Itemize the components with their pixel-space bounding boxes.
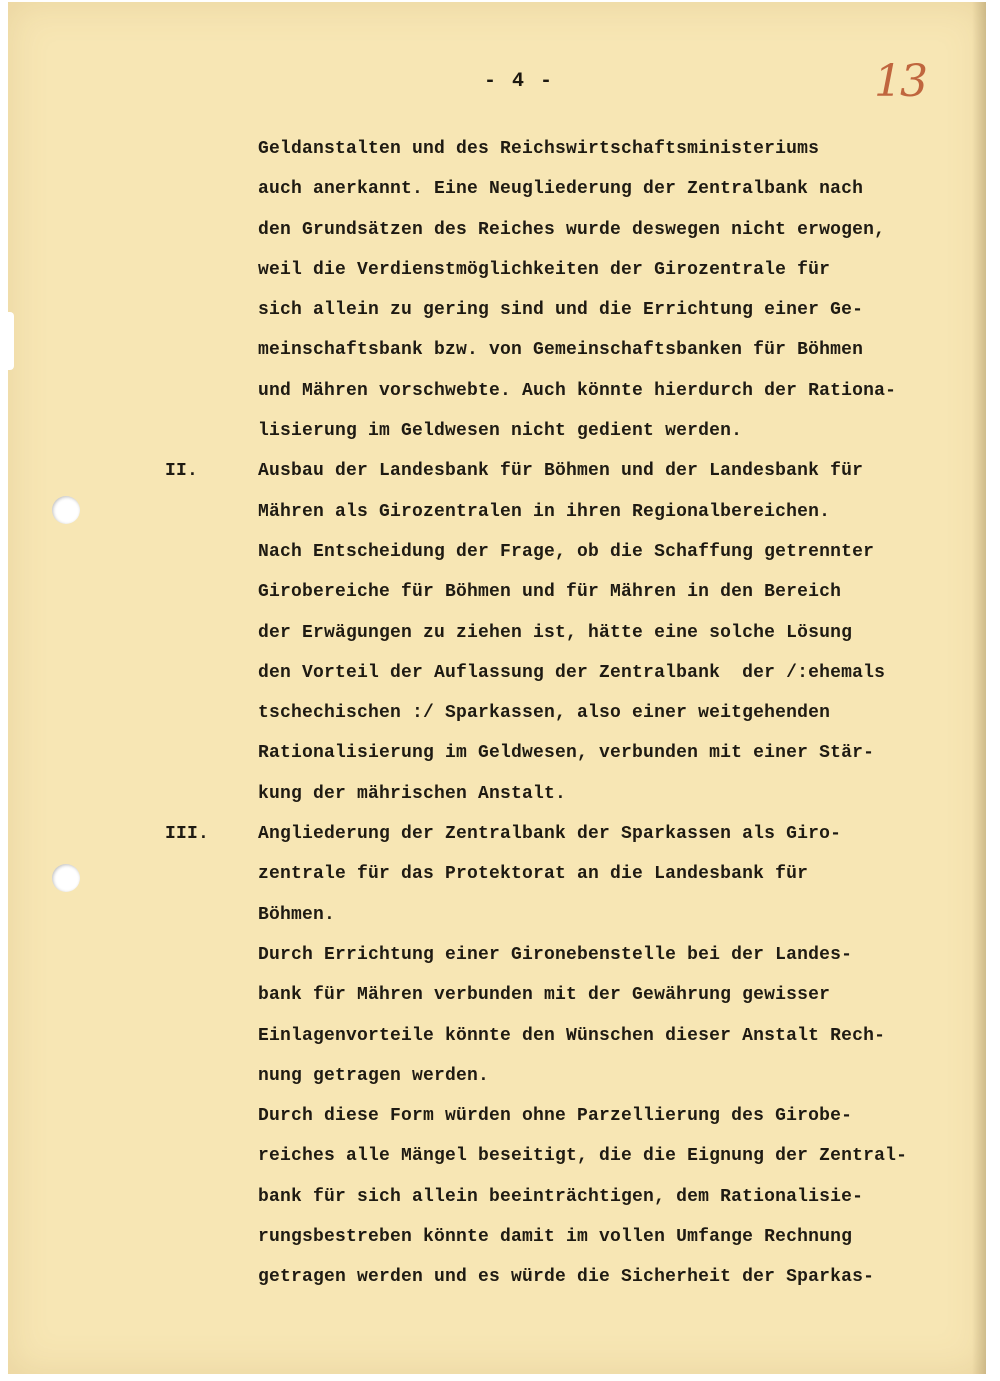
line-text: den Vorteil der Auflassung der Zentralbank der /:ehemals bbox=[258, 662, 886, 683]
page-number: - 4 - bbox=[484, 70, 555, 93]
line-text: Angliederung der Zentralbank der Sparkassen als Giro- bbox=[258, 824, 842, 845]
line-text: Böhmen. bbox=[258, 904, 336, 925]
line-text: Girobereiche für Böhmen und für Mähren in den Bereich bbox=[258, 582, 842, 603]
line-text: Einlagenvorteile könnte den Wünschen dieser Anstalt Rech- bbox=[258, 1025, 886, 1046]
line-text: Ausbau der Landesbank für Böhmen und der Landesbank für bbox=[258, 461, 864, 482]
text-line bbox=[258, 169, 978, 209]
line-text: reiches alle Mängel beseitigt, die die Eignung der Zentral- bbox=[258, 1146, 908, 1167]
line-text: tschechischen :/ Sparkassen, also einer weitgehenden bbox=[258, 703, 831, 724]
line-text: kung der mährischen Anstalt. bbox=[258, 783, 567, 804]
line-text: bank für sich allein beeinträchtigen, dem Rationalisie- bbox=[258, 1186, 864, 1207]
document-page bbox=[8, 2, 986, 1374]
line-text: rungsbestreben könnte damit im vollen Umfange Rechnung bbox=[258, 1227, 853, 1248]
text-line bbox=[258, 250, 978, 290]
text-line bbox=[258, 290, 978, 330]
text-line bbox=[165, 814, 978, 854]
line-text: Durch diese Form würden ohne Parzellierung des Girobe- bbox=[258, 1106, 853, 1127]
text-line bbox=[258, 572, 978, 612]
text-line bbox=[165, 451, 978, 491]
text-line bbox=[258, 693, 978, 733]
text-line bbox=[258, 129, 978, 169]
line-text: Nach Entscheidung der Frage, ob die Schaffung getrennter bbox=[258, 541, 875, 562]
handwritten-folio-number: 13 bbox=[874, 56, 926, 107]
text-line bbox=[258, 895, 978, 935]
section-marker: III. bbox=[165, 824, 210, 845]
text-line bbox=[258, 935, 978, 975]
text-line bbox=[258, 1217, 978, 1257]
text-line bbox=[258, 1177, 978, 1217]
line-text: auch anerkannt. Eine Neugliederung der Zentralbank nach bbox=[258, 179, 864, 200]
punch-hole-bottom bbox=[52, 864, 80, 892]
section-marker: II. bbox=[165, 461, 199, 482]
line-text: Durch Errichtung einer Gironebenstelle bei der Landes- bbox=[258, 944, 853, 965]
line-text: und Mähren vorschwebte. Auch könnte hierdurch der Rationa- bbox=[258, 380, 897, 401]
text-line bbox=[258, 613, 978, 653]
line-text: Rationalisierung im Geldwesen, verbunden mit einer Stär- bbox=[258, 743, 875, 764]
text-line bbox=[258, 532, 978, 572]
line-text: weil die Verdienstmöglichkeiten der Girozentrale für bbox=[258, 259, 831, 280]
text-line bbox=[258, 492, 978, 532]
text-line bbox=[258, 330, 978, 370]
text-line bbox=[258, 774, 978, 814]
text-line bbox=[258, 854, 978, 894]
text-line bbox=[258, 975, 978, 1015]
paper-tear bbox=[8, 312, 14, 370]
line-text: nung getragen werden. bbox=[258, 1065, 490, 1086]
line-text: meinschaftsbank bzw. von Gemeinschaftsbanken für Böhmen bbox=[258, 340, 864, 361]
text-line bbox=[258, 1136, 978, 1176]
text-line bbox=[258, 210, 978, 250]
typed-body-text bbox=[165, 129, 978, 1298]
line-text: sich allein zu gering sind und die Errichtung einer Ge- bbox=[258, 300, 864, 321]
text-line bbox=[258, 733, 978, 773]
line-text: bank für Mähren verbunden mit der Gewährung gewisser bbox=[258, 985, 831, 1006]
line-text: getragen werden und es würde die Sicherheit der Sparkas- bbox=[258, 1267, 875, 1288]
text-line bbox=[258, 653, 978, 693]
text-line bbox=[258, 411, 978, 451]
punch-hole-top bbox=[52, 496, 80, 524]
text-line bbox=[258, 1096, 978, 1136]
line-text: der Erwägungen zu ziehen ist, hätte eine solche Lösung bbox=[258, 622, 853, 643]
line-text: lisierung im Geldwesen nicht gedient werden. bbox=[258, 421, 743, 442]
text-line bbox=[258, 371, 978, 411]
line-text: zentrale für das Protektorat an die Landesbank für bbox=[258, 864, 809, 885]
text-line bbox=[258, 1056, 978, 1096]
text-line bbox=[258, 1016, 978, 1056]
line-text: Geldanstalten und des Reichswirtschaftsministeriums bbox=[258, 139, 820, 159]
line-text: den Grundsätzen des Reiches wurde deswegen nicht erwogen, bbox=[258, 219, 886, 240]
line-text: Mähren als Girozentralen in ihren Regionalbereichen. bbox=[258, 501, 831, 522]
text-line bbox=[258, 1257, 978, 1297]
